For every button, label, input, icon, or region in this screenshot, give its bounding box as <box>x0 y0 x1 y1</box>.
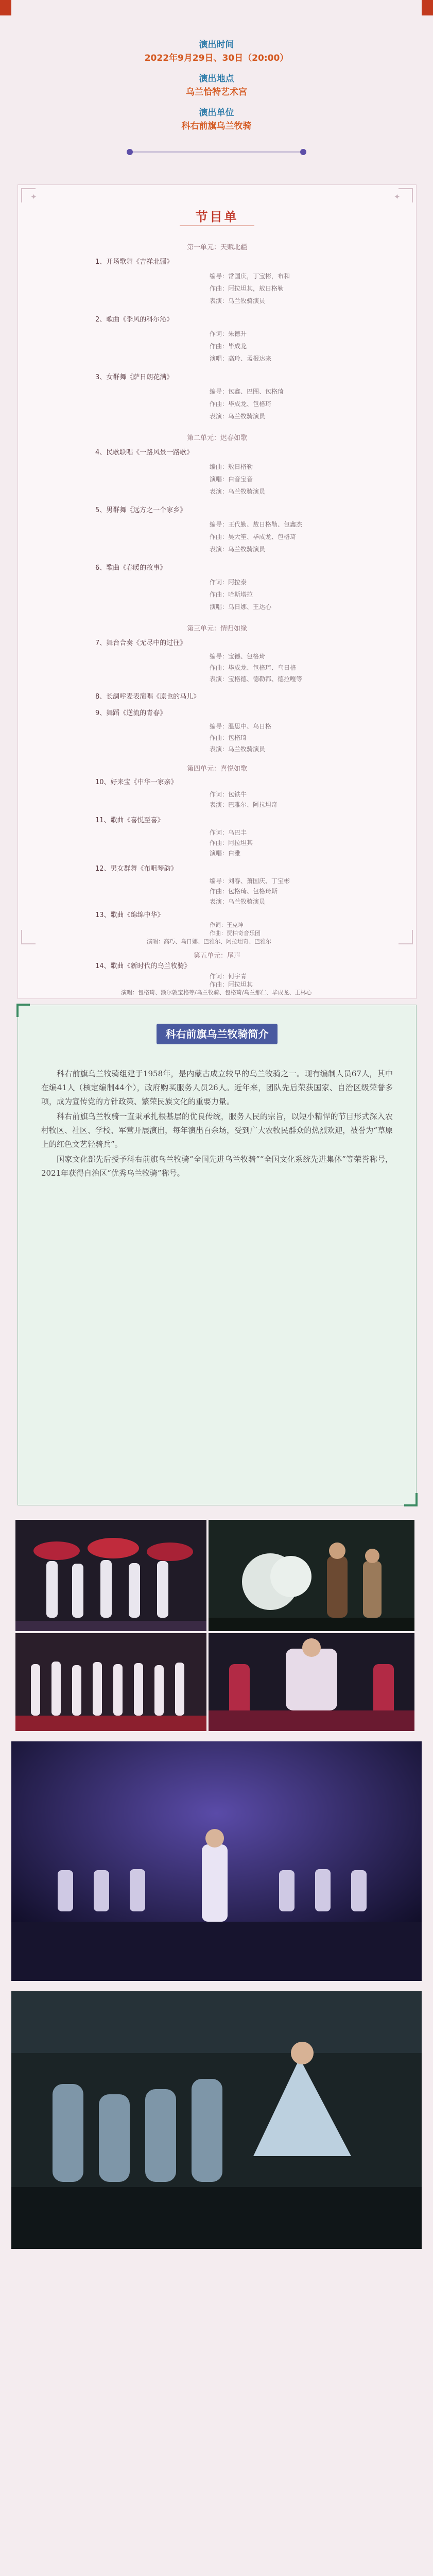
intro-paragraph: 国家文化部先后授予科右前旗乌兰牧骑“全国先进乌兰牧骑”“全国文化系统先进集体”等荣誉称号，2021年获得自治区“优秀乌兰牧骑”称号。 <box>41 1155 393 1178</box>
costume-performance-image <box>209 1633 414 1731</box>
program-credit: 编导：王代勤、敖日格勒、包鑫杰 <box>210 521 303 528</box>
performance-photo <box>11 1741 422 1981</box>
program-card <box>18 184 417 948</box>
program-credit: 编导：常国庆，丁宝彬，布和 <box>210 273 290 280</box>
program-item: 5、男群舞《远方之一个家乡》 <box>95 506 187 514</box>
corner-ornament <box>399 930 413 944</box>
program-credit: 作曲：哈斯塔拉 <box>210 591 253 598</box>
section-header: 第二单元：迟春如歌 <box>186 434 247 442</box>
divider-dot-left <box>127 149 133 155</box>
program-credit: 作曲：阿拉坦其，敖日格勒 <box>210 285 284 292</box>
program-credit: 作曲：毕成龙、包格琦 <box>210 400 272 408</box>
program-credit: 作词：包铁牛 <box>210 791 247 798</box>
program-credit: 作曲：毕成龙、包格琦、乌日格 <box>210 664 297 671</box>
program-credit: 作曲：吴大笙、毕成龙、包格琦 <box>210 533 297 540</box>
program-credit: 作词：何宇青 <box>210 973 247 980</box>
section-header: 第一单元：天赋北疆 <box>186 244 247 251</box>
corner-ornament <box>16 1004 30 1017</box>
program-credit: 表演：乌兰牧骑演员 <box>210 488 266 495</box>
program-credit: 编曲：敖日格勒 <box>210 463 253 470</box>
program-credit: 表演：乌兰牧骑演员 <box>210 546 266 553</box>
org-value: 科右前旗乌兰牧骑 <box>181 121 252 131</box>
program-item: 8、长調呼麦表演唱《原也的马儿》 <box>95 693 200 701</box>
performance-photo <box>209 1633 414 1731</box>
program-item: 11、歌曲《喜悦至喜》 <box>95 817 164 824</box>
program-credit: 作曲：贾柏奇音乐团 <box>210 930 261 937</box>
program-item: 6、歌曲《春暖的故事》 <box>95 564 167 572</box>
star-icon: ✦ <box>394 192 401 201</box>
venue-value: 乌兰恰特艺术宫 <box>186 87 247 97</box>
intro-paragraph: 科右前旗乌兰牧骑组建于1958年，是内蒙古成立较早的乌兰牧骑之一。现有编制人员67人，其中在编41人（核定编制44个），政府购买服务人员26人。近年来，团队先后荣获国家、自治区级荣誉多项，成为宣传党的方针政策、繁荣民族文化的重要力量。 <box>41 1069 393 1106</box>
performance-photo <box>15 1633 206 1731</box>
program-credit: 演唱：高巧、乌日娜、巴雅尔、阿拉坦奇、巴雅尔 <box>147 938 271 945</box>
program-credit: 演唱：高玲、孟根达来 <box>210 355 272 362</box>
program-credit: 表演：巴雅尔、阿拉坦奇 <box>210 801 278 808</box>
program-credit: 编导：宝德、包格琦 <box>210 653 266 660</box>
program-credit: 编导：包鑫、巴图、包格琦 <box>210 388 284 395</box>
performance-info <box>0 15 433 191</box>
program-credit: 表演：乌兰牧骑演员 <box>210 745 266 753</box>
intro-title: 科右前旗乌兰牧骑简介 <box>157 1024 278 1044</box>
program-credit: 演唱：白雅 <box>210 850 241 857</box>
section-header: 第五单元：尾声 <box>193 952 240 960</box>
program-item: 2、歌曲《季风的科尔沁》 <box>95 316 174 324</box>
program-credit: 演唱：白音宝音 <box>210 476 253 483</box>
program-credit: 编导：温思中、乌日格 <box>210 723 272 730</box>
performance-photo <box>11 1991 422 2249</box>
divider-dot-right <box>300 149 306 155</box>
program-credit: 表演：宝格德、德勒都、德拉嘎等 <box>210 675 303 683</box>
program-credit: 作曲：包格琦、包格琦斯 <box>210 888 278 895</box>
top-decoration <box>0 0 433 15</box>
dancers-red-fans-image <box>15 1520 206 1631</box>
program-credit: 作曲：阿拉坦其 <box>210 981 253 988</box>
program-credit: 表演：乌兰牧骑演员 <box>210 297 266 304</box>
program-item: 10、好来宝《中华一家亲》 <box>95 778 178 786</box>
section-header: 第三单元：情归如缘 <box>186 625 247 633</box>
program-item: 4、民歌联唱《一路风景一路歌》 <box>95 449 194 456</box>
troupe-intro <box>18 1005 417 1505</box>
time-label: 演出时间 <box>199 40 234 50</box>
star-icon: ✦ <box>30 192 37 201</box>
performance-photo <box>15 1520 206 1631</box>
program-card-tail <box>18 947 417 999</box>
intro-text <box>41 1067 393 1181</box>
section-header: 第四单元：喜悦如歌 <box>186 765 247 773</box>
performance-photo <box>209 1520 414 1631</box>
herdsman-scene-image <box>209 1520 414 1631</box>
program-item: 3、女群舞《萨日朗花满》 <box>95 374 174 381</box>
time-value: 2022年9月29日、30日（20:00） <box>144 53 289 63</box>
program-credit: 作词：朱德升 <box>210 330 247 337</box>
program-credit: 演唱：乌日娜、王达心 <box>210 603 272 611</box>
program-credit: 表演：乌兰牧骑演员 <box>210 898 266 905</box>
program-item: 14、歌曲《新时代的乌兰牧骑》 <box>95 962 191 970</box>
orchestra-stage-image <box>11 1741 422 1981</box>
program-item: 13、歌曲《绵绵中华》 <box>95 911 164 919</box>
program-credit: 演唱：包格琦、额尔敦宝格等/乌兰牧骑、包格琦/乌兰那仁、毕成龙、王林心 <box>121 989 312 996</box>
program-credit: 作词：王克坤 <box>210 922 244 928</box>
program-item: 7、舞台合奏《无尽中的过往》 <box>95 639 187 647</box>
program-credit: 作词：阿拉泰 <box>210 579 247 586</box>
group-dance-image <box>15 1633 206 1731</box>
program-credit: 作曲：阿拉坦其 <box>210 839 253 846</box>
corner-ornament <box>404 1493 418 1506</box>
info-divider <box>130 151 303 152</box>
program-credit: 作曲：包格琦 <box>210 734 247 741</box>
program-credit: 作词：乌巴丰 <box>210 829 247 836</box>
program-item: 12、男女群舞《布咀琴韵》 <box>95 865 178 873</box>
intro-paragraph: 科右前旗乌兰牧骑一直秉承扎根基层的优良传统，服务人民的宗旨，以短小精悍的节目形式深入农村牧区、社区、学校、军营开展演出，每年演出百余场，受到广大农牧民群众的热烈欢迎，被誉为“草原上的红色文艺轻骑兵”。 <box>41 1112 393 1149</box>
program-item: 9、舞蹈《逆流的青春》 <box>95 709 167 717</box>
top-left-bar <box>0 0 11 15</box>
youth-dance-image <box>11 1991 422 2249</box>
program-credit: 表演：乌兰牧骑演员 <box>210 413 266 420</box>
program-title: 节目单 <box>195 210 239 224</box>
program-credit: 作曲：毕成龙 <box>210 343 247 350</box>
program-credit: 编导：刘春、萧国庆、丁宝彬 <box>210 877 290 885</box>
corner-ornament <box>21 930 36 944</box>
venue-label: 演出地点 <box>199 74 234 84</box>
program-item: 1、开场歌舞《吉祥北疆》 <box>95 258 174 266</box>
org-label: 演出单位 <box>199 108 234 118</box>
corner-ornament <box>399 188 413 202</box>
top-right-bar <box>422 0 433 15</box>
program-title-underline <box>180 225 254 226</box>
